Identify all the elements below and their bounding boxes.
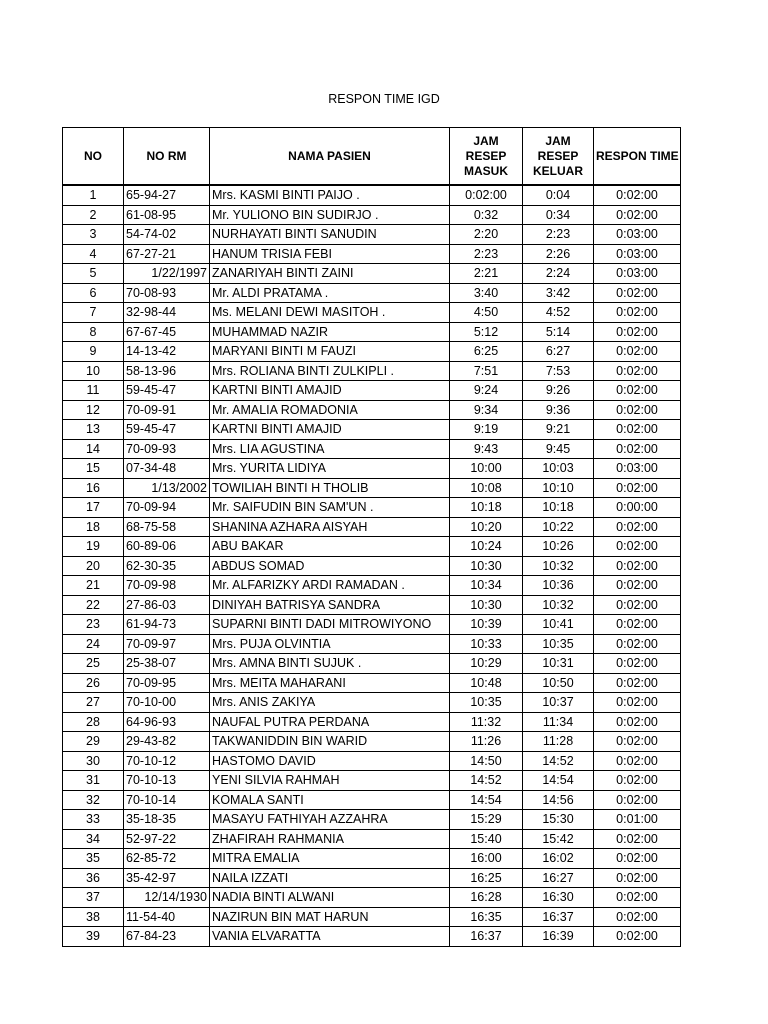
cell-jam-resep-keluar: 14:56: [523, 790, 594, 810]
cell-nama-pasien: MITRA EMALIA: [210, 849, 450, 869]
table-row: [63, 517, 681, 537]
cell-respon-time: 0:02:00: [594, 790, 681, 810]
cell-no: 39: [63, 927, 124, 947]
cell-respon-time: 0:03:00: [594, 225, 681, 245]
table-row: [63, 303, 681, 323]
cell-no-rm: 29-43-82: [124, 732, 210, 752]
cell-no: 3: [63, 225, 124, 245]
cell-jam-resep-masuk: 2:21: [450, 264, 523, 284]
cell-no: 1: [63, 185, 124, 205]
cell-no-rm: 62-85-72: [124, 849, 210, 869]
header-no: NO: [63, 128, 124, 186]
header-jam-resep-masuk: JAM RESEP MASUK: [450, 128, 523, 186]
cell-no: 33: [63, 810, 124, 830]
cell-no-rm: 35-42-97: [124, 868, 210, 888]
cell-no: 32: [63, 790, 124, 810]
cell-no: 11: [63, 381, 124, 401]
cell-no: 24: [63, 634, 124, 654]
cell-respon-time: 0:02:00: [594, 342, 681, 362]
cell-no: 12: [63, 400, 124, 420]
cell-jam-resep-keluar: 6:27: [523, 342, 594, 362]
cell-respon-time: 0:02:00: [594, 868, 681, 888]
cell-no-rm: 59-45-47: [124, 381, 210, 401]
cell-jam-resep-keluar: 9:26: [523, 381, 594, 401]
cell-no: 19: [63, 537, 124, 557]
cell-no: 22: [63, 595, 124, 615]
cell-respon-time: 0:02:00: [594, 712, 681, 732]
table-row: [63, 576, 681, 596]
cell-jam-resep-keluar: 9:36: [523, 400, 594, 420]
cell-nama-pasien: ZANARIYAH BINTI ZAINI: [210, 264, 450, 284]
cell-jam-resep-masuk: 9:43: [450, 439, 523, 459]
cell-jam-resep-masuk: 10:08: [450, 478, 523, 498]
cell-jam-resep-keluar: 10:31: [523, 654, 594, 674]
table-row: [63, 849, 681, 869]
cell-nama-pasien: Ms. MELANI DEWI MASITOH .: [210, 303, 450, 323]
cell-no: 27: [63, 693, 124, 713]
cell-nama-pasien: DINIYAH BATRISYA SANDRA: [210, 595, 450, 615]
cell-no: 15: [63, 459, 124, 479]
cell-nama-pasien: KARTNI BINTI AMAJID: [210, 420, 450, 440]
cell-nama-pasien: ZHAFIRAH RAHMANIA: [210, 829, 450, 849]
cell-jam-resep-keluar: 3:42: [523, 283, 594, 303]
cell-no: 26: [63, 673, 124, 693]
cell-jam-resep-keluar: 4:52: [523, 303, 594, 323]
cell-jam-resep-keluar: 14:54: [523, 771, 594, 791]
cell-no-rm: 67-84-23: [124, 927, 210, 947]
cell-jam-resep-masuk: 4:50: [450, 303, 523, 323]
table-row: [63, 907, 681, 927]
cell-no-rm: 60-89-06: [124, 537, 210, 557]
cell-respon-time: 0:02:00: [594, 732, 681, 752]
table-row: [63, 225, 681, 245]
cell-no-rm: 12/14/1930: [124, 888, 210, 908]
cell-jam-resep-keluar: 15:30: [523, 810, 594, 830]
cell-respon-time: 0:02:00: [594, 888, 681, 908]
cell-respon-time: 0:02:00: [594, 400, 681, 420]
cell-no-rm: 70-10-14: [124, 790, 210, 810]
cell-jam-resep-masuk: 10:34: [450, 576, 523, 596]
cell-jam-resep-keluar: 15:42: [523, 829, 594, 849]
cell-respon-time: 0:01:00: [594, 810, 681, 830]
cell-no-rm: 67-27-21: [124, 244, 210, 264]
cell-no: 9: [63, 342, 124, 362]
cell-jam-resep-keluar: 10:26: [523, 537, 594, 557]
cell-no-rm: 58-13-96: [124, 361, 210, 381]
cell-jam-resep-keluar: 10:32: [523, 556, 594, 576]
cell-nama-pasien: NURHAYATI BINTI SANUDIN: [210, 225, 450, 245]
cell-no-rm: 14-13-42: [124, 342, 210, 362]
table-row: [63, 556, 681, 576]
cell-jam-resep-keluar: 10:37: [523, 693, 594, 713]
cell-nama-pasien: Mrs. PUJA OLVINTIA: [210, 634, 450, 654]
cell-no-rm: 70-10-12: [124, 751, 210, 771]
table-header: [63, 128, 681, 186]
cell-nama-pasien: MUHAMMAD NAZIR: [210, 322, 450, 342]
cell-jam-resep-keluar: 10:32: [523, 595, 594, 615]
cell-no: 38: [63, 907, 124, 927]
table-row: [63, 283, 681, 303]
cell-jam-resep-masuk: 0:02:00: [450, 185, 523, 205]
cell-respon-time: 0:02:00: [594, 381, 681, 401]
cell-respon-time: 0:03:00: [594, 459, 681, 479]
cell-jam-resep-keluar: 2:24: [523, 264, 594, 284]
cell-jam-resep-masuk: 9:19: [450, 420, 523, 440]
table-row: [63, 342, 681, 362]
cell-jam-resep-keluar: 10:22: [523, 517, 594, 537]
table-row: [63, 829, 681, 849]
cell-respon-time: 0:00:00: [594, 498, 681, 518]
cell-jam-resep-masuk: 10:24: [450, 537, 523, 557]
cell-no: 35: [63, 849, 124, 869]
cell-no: 21: [63, 576, 124, 596]
cell-no-rm: 61-94-73: [124, 615, 210, 635]
cell-no-rm: 1/13/2002: [124, 478, 210, 498]
table-row: [63, 498, 681, 518]
cell-jam-resep-keluar: 5:14: [523, 322, 594, 342]
cell-nama-pasien: ABDUS SOMAD: [210, 556, 450, 576]
cell-jam-resep-keluar: 10:03: [523, 459, 594, 479]
cell-no-rm: 70-10-00: [124, 693, 210, 713]
cell-jam-resep-masuk: 10:20: [450, 517, 523, 537]
cell-jam-resep-masuk: 10:29: [450, 654, 523, 674]
header-jam-resep-keluar: JAM RESEP KELUAR: [523, 128, 594, 186]
cell-jam-resep-keluar: 16:39: [523, 927, 594, 947]
cell-jam-resep-masuk: 6:25: [450, 342, 523, 362]
table-row: [63, 537, 681, 557]
cell-respon-time: 0:02:00: [594, 303, 681, 323]
cell-nama-pasien: MASAYU FATHIYAH AZZAHRA: [210, 810, 450, 830]
cell-respon-time: 0:02:00: [594, 517, 681, 537]
cell-jam-resep-masuk: 10:39: [450, 615, 523, 635]
cell-nama-pasien: Mr. YULIONO BIN SUDIRJO .: [210, 205, 450, 225]
cell-jam-resep-keluar: 10:18: [523, 498, 594, 518]
cell-nama-pasien: NAILA IZZATI: [210, 868, 450, 888]
cell-no: 16: [63, 478, 124, 498]
table-row: [63, 361, 681, 381]
cell-nama-pasien: KOMALA SANTI: [210, 790, 450, 810]
cell-jam-resep-masuk: 14:52: [450, 771, 523, 791]
cell-jam-resep-keluar: 11:28: [523, 732, 594, 752]
table-row: [63, 654, 681, 674]
cell-no: 28: [63, 712, 124, 732]
cell-jam-resep-keluar: 10:35: [523, 634, 594, 654]
cell-respon-time: 0:02:00: [594, 751, 681, 771]
table-row: [63, 459, 681, 479]
header-row: [63, 128, 681, 186]
cell-no-rm: 52-97-22: [124, 829, 210, 849]
cell-jam-resep-keluar: 16:30: [523, 888, 594, 908]
header-nama-pasien: NAMA PASIEN: [210, 128, 450, 186]
cell-respon-time: 0:02:00: [594, 322, 681, 342]
cell-no-rm: 1/22/1997: [124, 264, 210, 284]
cell-respon-time: 0:02:00: [594, 927, 681, 947]
cell-nama-pasien: SUPARNI BINTI DADI MITROWIYONO: [210, 615, 450, 635]
cell-no-rm: 64-96-93: [124, 712, 210, 732]
respon-time-table: [62, 127, 681, 947]
cell-nama-pasien: HASTOMO DAVID: [210, 751, 450, 771]
cell-jam-resep-masuk: 10:33: [450, 634, 523, 654]
cell-no-rm: 59-45-47: [124, 420, 210, 440]
cell-jam-resep-masuk: 10:00: [450, 459, 523, 479]
cell-no: 7: [63, 303, 124, 323]
cell-jam-resep-masuk: 2:23: [450, 244, 523, 264]
table-row: [63, 927, 681, 947]
cell-nama-pasien: NAUFAL PUTRA PERDANA: [210, 712, 450, 732]
cell-respon-time: 0:02:00: [594, 185, 681, 205]
cell-nama-pasien: TOWILIAH BINTI H THOLIB: [210, 478, 450, 498]
cell-respon-time: 0:02:00: [594, 634, 681, 654]
table-row: [63, 244, 681, 264]
cell-jam-resep-masuk: 16:37: [450, 927, 523, 947]
cell-nama-pasien: VANIA ELVARATTA: [210, 927, 450, 947]
cell-jam-resep-keluar: 10:50: [523, 673, 594, 693]
cell-jam-resep-masuk: 5:12: [450, 322, 523, 342]
table-row: [63, 673, 681, 693]
cell-jam-resep-keluar: 2:26: [523, 244, 594, 264]
cell-nama-pasien: Mr. ALDI PRATAMA .: [210, 283, 450, 303]
cell-no-rm: 61-08-95: [124, 205, 210, 225]
table-row: [63, 751, 681, 771]
table-row: [63, 185, 681, 205]
cell-respon-time: 0:02:00: [594, 595, 681, 615]
cell-no-rm: 25-38-07: [124, 654, 210, 674]
cell-nama-pasien: SHANINA AZHARA AISYAH: [210, 517, 450, 537]
cell-jam-resep-masuk: 9:34: [450, 400, 523, 420]
cell-respon-time: 0:02:00: [594, 673, 681, 693]
cell-jam-resep-keluar: 0:34: [523, 205, 594, 225]
cell-jam-resep-masuk: 14:54: [450, 790, 523, 810]
cell-jam-resep-masuk: 7:51: [450, 361, 523, 381]
cell-jam-resep-masuk: 3:40: [450, 283, 523, 303]
cell-nama-pasien: Mrs. LIA AGUSTINA: [210, 439, 450, 459]
cell-nama-pasien: Mrs. MEITA MAHARANI: [210, 673, 450, 693]
cell-no: 2: [63, 205, 124, 225]
cell-respon-time: 0:02:00: [594, 829, 681, 849]
cell-respon-time: 0:02:00: [594, 556, 681, 576]
cell-no: 37: [63, 888, 124, 908]
cell-respon-time: 0:02:00: [594, 654, 681, 674]
cell-respon-time: 0:02:00: [594, 576, 681, 596]
cell-nama-pasien: NAZIRUN BIN MAT HARUN: [210, 907, 450, 927]
cell-no-rm: 35-18-35: [124, 810, 210, 830]
cell-jam-resep-masuk: 10:35: [450, 693, 523, 713]
cell-nama-pasien: ABU BAKAR: [210, 537, 450, 557]
table-row: [63, 810, 681, 830]
cell-no-rm: 62-30-35: [124, 556, 210, 576]
cell-jam-resep-masuk: 15:40: [450, 829, 523, 849]
cell-jam-resep-keluar: 16:02: [523, 849, 594, 869]
cell-no-rm: 67-67-45: [124, 322, 210, 342]
cell-nama-pasien: TAKWANIDDIN BIN WARID: [210, 732, 450, 752]
cell-jam-resep-masuk: 10:30: [450, 595, 523, 615]
cell-no: 14: [63, 439, 124, 459]
cell-jam-resep-masuk: 16:00: [450, 849, 523, 869]
cell-jam-resep-masuk: 14:50: [450, 751, 523, 771]
cell-no-rm: 32-98-44: [124, 303, 210, 323]
cell-nama-pasien: Mr. AMALIA ROMADONIA: [210, 400, 450, 420]
cell-no: 18: [63, 517, 124, 537]
cell-no-rm: 27-86-03: [124, 595, 210, 615]
table-row: [63, 478, 681, 498]
cell-nama-pasien: Mr. SAIFUDIN BIN SAM'UN .: [210, 498, 450, 518]
table-row: [63, 322, 681, 342]
cell-respon-time: 0:02:00: [594, 693, 681, 713]
cell-no: 34: [63, 829, 124, 849]
cell-jam-resep-masuk: 10:18: [450, 498, 523, 518]
cell-nama-pasien: Mrs. AMNA BINTI SUJUK .: [210, 654, 450, 674]
cell-jam-resep-masuk: 2:20: [450, 225, 523, 245]
table-row: [63, 615, 681, 635]
cell-jam-resep-keluar: 16:27: [523, 868, 594, 888]
table-row: [63, 790, 681, 810]
table-row: [63, 732, 681, 752]
cell-respon-time: 0:02:00: [594, 283, 681, 303]
cell-jam-resep-masuk: 0:32: [450, 205, 523, 225]
cell-no-rm: 70-09-98: [124, 576, 210, 596]
cell-respon-time: 0:02:00: [594, 205, 681, 225]
table-row: [63, 381, 681, 401]
cell-jam-resep-masuk: 16:28: [450, 888, 523, 908]
cell-no-rm: 11-54-40: [124, 907, 210, 927]
cell-no: 20: [63, 556, 124, 576]
cell-no: 29: [63, 732, 124, 752]
cell-no-rm: 70-09-97: [124, 634, 210, 654]
header-respon-time: RESPON TIME: [594, 128, 681, 186]
cell-respon-time: 0:02:00: [594, 361, 681, 381]
table-row: [63, 712, 681, 732]
table-row: [63, 771, 681, 791]
cell-jam-resep-keluar: 10:10: [523, 478, 594, 498]
cell-no: 10: [63, 361, 124, 381]
cell-no-rm: 70-09-93: [124, 439, 210, 459]
cell-nama-pasien: Mrs. YURITA LIDIYA: [210, 459, 450, 479]
cell-no: 13: [63, 420, 124, 440]
cell-no: 23: [63, 615, 124, 635]
cell-no: 30: [63, 751, 124, 771]
cell-jam-resep-keluar: 10:36: [523, 576, 594, 596]
table-row: [63, 439, 681, 459]
header-no-rm: NO RM: [124, 128, 210, 186]
cell-respon-time: 0:02:00: [594, 537, 681, 557]
table-row: [63, 595, 681, 615]
cell-respon-time: 0:02:00: [594, 439, 681, 459]
cell-no: 4: [63, 244, 124, 264]
table-row: [63, 264, 681, 284]
cell-nama-pasien: KARTNI BINTI AMAJID: [210, 381, 450, 401]
cell-jam-resep-keluar: 0:04: [523, 185, 594, 205]
cell-no-rm: 70-09-91: [124, 400, 210, 420]
table-row: [63, 205, 681, 225]
cell-respon-time: 0:02:00: [594, 849, 681, 869]
cell-no: 8: [63, 322, 124, 342]
cell-jam-resep-keluar: 11:34: [523, 712, 594, 732]
cell-no-rm: 65-94-27: [124, 185, 210, 205]
cell-no-rm: 70-08-93: [124, 283, 210, 303]
cell-jam-resep-masuk: 11:32: [450, 712, 523, 732]
cell-no-rm: 07-34-48: [124, 459, 210, 479]
cell-no: 25: [63, 654, 124, 674]
cell-jam-resep-keluar: 14:52: [523, 751, 594, 771]
cell-no: 6: [63, 283, 124, 303]
table-row: [63, 634, 681, 654]
table-row: [63, 888, 681, 908]
cell-respon-time: 0:02:00: [594, 771, 681, 791]
cell-nama-pasien: Mr. ALFARIZKY ARDI RAMADAN .: [210, 576, 450, 596]
cell-no-rm: 70-09-94: [124, 498, 210, 518]
cell-jam-resep-keluar: 9:45: [523, 439, 594, 459]
cell-jam-resep-masuk: 16:35: [450, 907, 523, 927]
table-row: [63, 693, 681, 713]
cell-jam-resep-masuk: 11:26: [450, 732, 523, 752]
table-row: [63, 400, 681, 420]
cell-no: 31: [63, 771, 124, 791]
cell-jam-resep-masuk: 9:24: [450, 381, 523, 401]
cell-jam-resep-keluar: 7:53: [523, 361, 594, 381]
table-row: [63, 868, 681, 888]
cell-no: 5: [63, 264, 124, 284]
cell-respon-time: 0:02:00: [594, 420, 681, 440]
cell-respon-time: 0:02:00: [594, 478, 681, 498]
cell-nama-pasien: Mrs. ROLIANA BINTI ZULKIPLI .: [210, 361, 450, 381]
cell-respon-time: 0:03:00: [594, 244, 681, 264]
cell-nama-pasien: NADIA BINTI ALWANI: [210, 888, 450, 908]
cell-respon-time: 0:03:00: [594, 264, 681, 284]
cell-no-rm: 70-10-13: [124, 771, 210, 791]
cell-nama-pasien: HANUM TRISIA FEBI: [210, 244, 450, 264]
cell-jam-resep-masuk: 16:25: [450, 868, 523, 888]
cell-no-rm: 70-09-95: [124, 673, 210, 693]
cell-no: 17: [63, 498, 124, 518]
table-body: [63, 185, 681, 946]
document-title: RESPON TIME IGD: [328, 92, 440, 106]
cell-respon-time: 0:02:00: [594, 615, 681, 635]
cell-jam-resep-keluar: 10:41: [523, 615, 594, 635]
cell-nama-pasien: Mrs. ANIS ZAKIYA: [210, 693, 450, 713]
table-row: [63, 420, 681, 440]
cell-nama-pasien: Mrs. KASMI BINTI PAIJO .: [210, 185, 450, 205]
cell-respon-time: 0:02:00: [594, 907, 681, 927]
cell-jam-resep-masuk: 10:48: [450, 673, 523, 693]
cell-jam-resep-keluar: 9:21: [523, 420, 594, 440]
cell-no: 36: [63, 868, 124, 888]
cell-jam-resep-masuk: 10:30: [450, 556, 523, 576]
cell-jam-resep-keluar: 2:23: [523, 225, 594, 245]
cell-jam-resep-masuk: 15:29: [450, 810, 523, 830]
cell-no-rm: 68-75-58: [124, 517, 210, 537]
cell-jam-resep-keluar: 16:37: [523, 907, 594, 927]
cell-nama-pasien: MARYANI BINTI M FAUZI: [210, 342, 450, 362]
cell-nama-pasien: YENI SILVIA RAHMAH: [210, 771, 450, 791]
cell-no-rm: 54-74-02: [124, 225, 210, 245]
